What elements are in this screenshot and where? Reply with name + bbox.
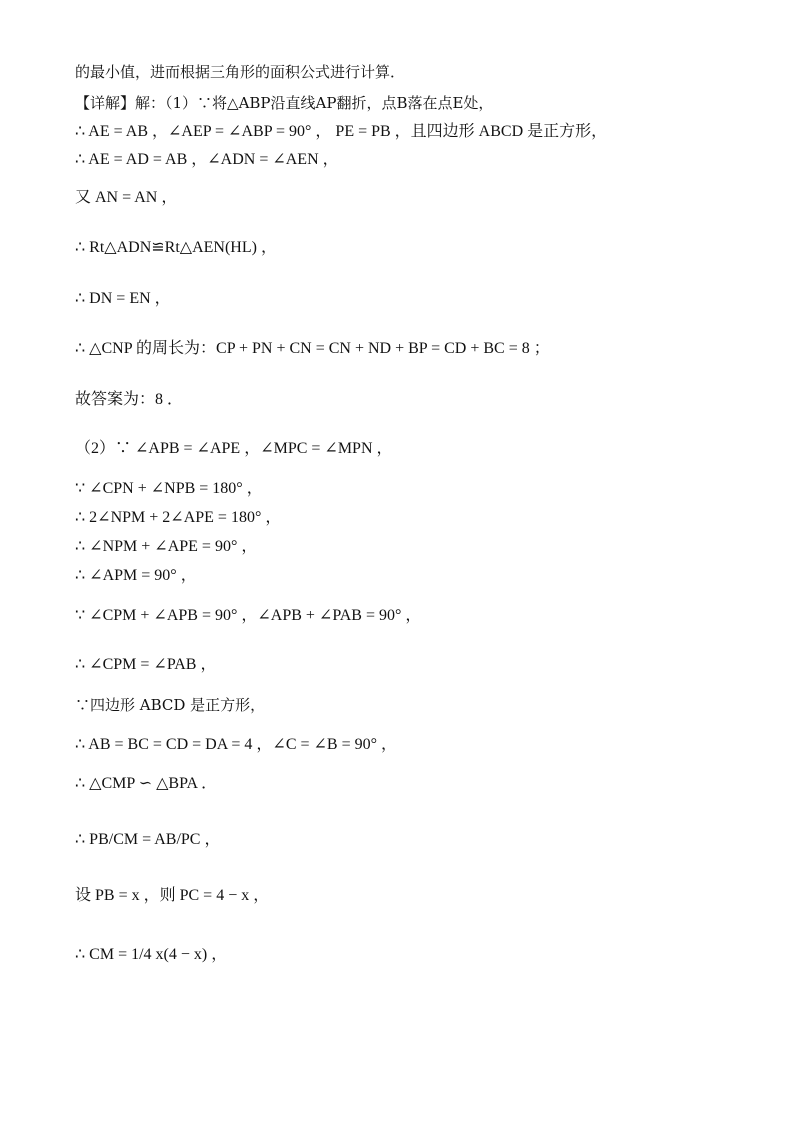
text-line-16: ∴ ∠CPM = ∠PAB ， — [75, 656, 217, 673]
text-line-3: ∴ AE = AB ，∠AEP = ∠ABP = 90° ， PE = PB ，且四边形 ABCD 是正方形， — [75, 123, 608, 140]
text-line-2: 【详解】解：（1）∵将△ABP沿直线AP翻折，点B落在点E处， — [75, 94, 494, 112]
text-line-13: ∴ ∠NPM + ∠APE = 90° ， — [75, 538, 258, 555]
text-line-14: ∴ ∠APM = 90° ， — [75, 567, 197, 584]
text-line-12: ∴ 2∠NPM + 2∠APE = 180° ， — [75, 509, 282, 526]
text-line-17: ∵四边形 ABCD 是正方形， — [75, 696, 266, 714]
text-line-15: ∵ ∠CPM + ∠APB = 90° ，∠APB + ∠PAB = 90° ， — [75, 607, 422, 624]
text-line-21: 设 PB = x ，则 PC = 4 − x ， — [75, 887, 270, 904]
text-line-7: ∴ DN = EN ， — [75, 290, 171, 307]
text-line-9: 故答案为：8 ． — [75, 391, 184, 408]
text-line-10: （2）∵ ∠APB = ∠APE ，∠MPC = ∠MPN ， — [75, 440, 393, 457]
text-line-18: ∴ AB = BC = CD = DA = 4 ，∠C = ∠B = 90° ， — [75, 736, 398, 753]
text-line-8: ∴ △CNP 的周长为：CP + PN + CN = CN + ND + BP = CD + BC = 8 ； — [75, 340, 550, 357]
text-line-4: ∴ AE = AD = AB ，∠ADN = ∠AEN ， — [75, 151, 339, 168]
text-line-1: 的最小值，进而根据三角形的面积公式进行计算． — [75, 63, 406, 81]
text-line-20: ∴ PB/CM = AB/PC ， — [75, 831, 221, 848]
text-line-5: 又 AN = AN ， — [75, 189, 178, 206]
text-line-22: ∴ CM = 1/4 x(4 − x) ， — [75, 946, 228, 963]
text-line-6: ∴ Rt△ADN≌Rt△AEN(HL) ， — [75, 239, 277, 256]
text-line-19: ∴ △CMP ∽ △BPA ． — [75, 775, 218, 792]
text-line-11: ∵ ∠CPN + ∠NPB = 180° ， — [75, 480, 263, 497]
